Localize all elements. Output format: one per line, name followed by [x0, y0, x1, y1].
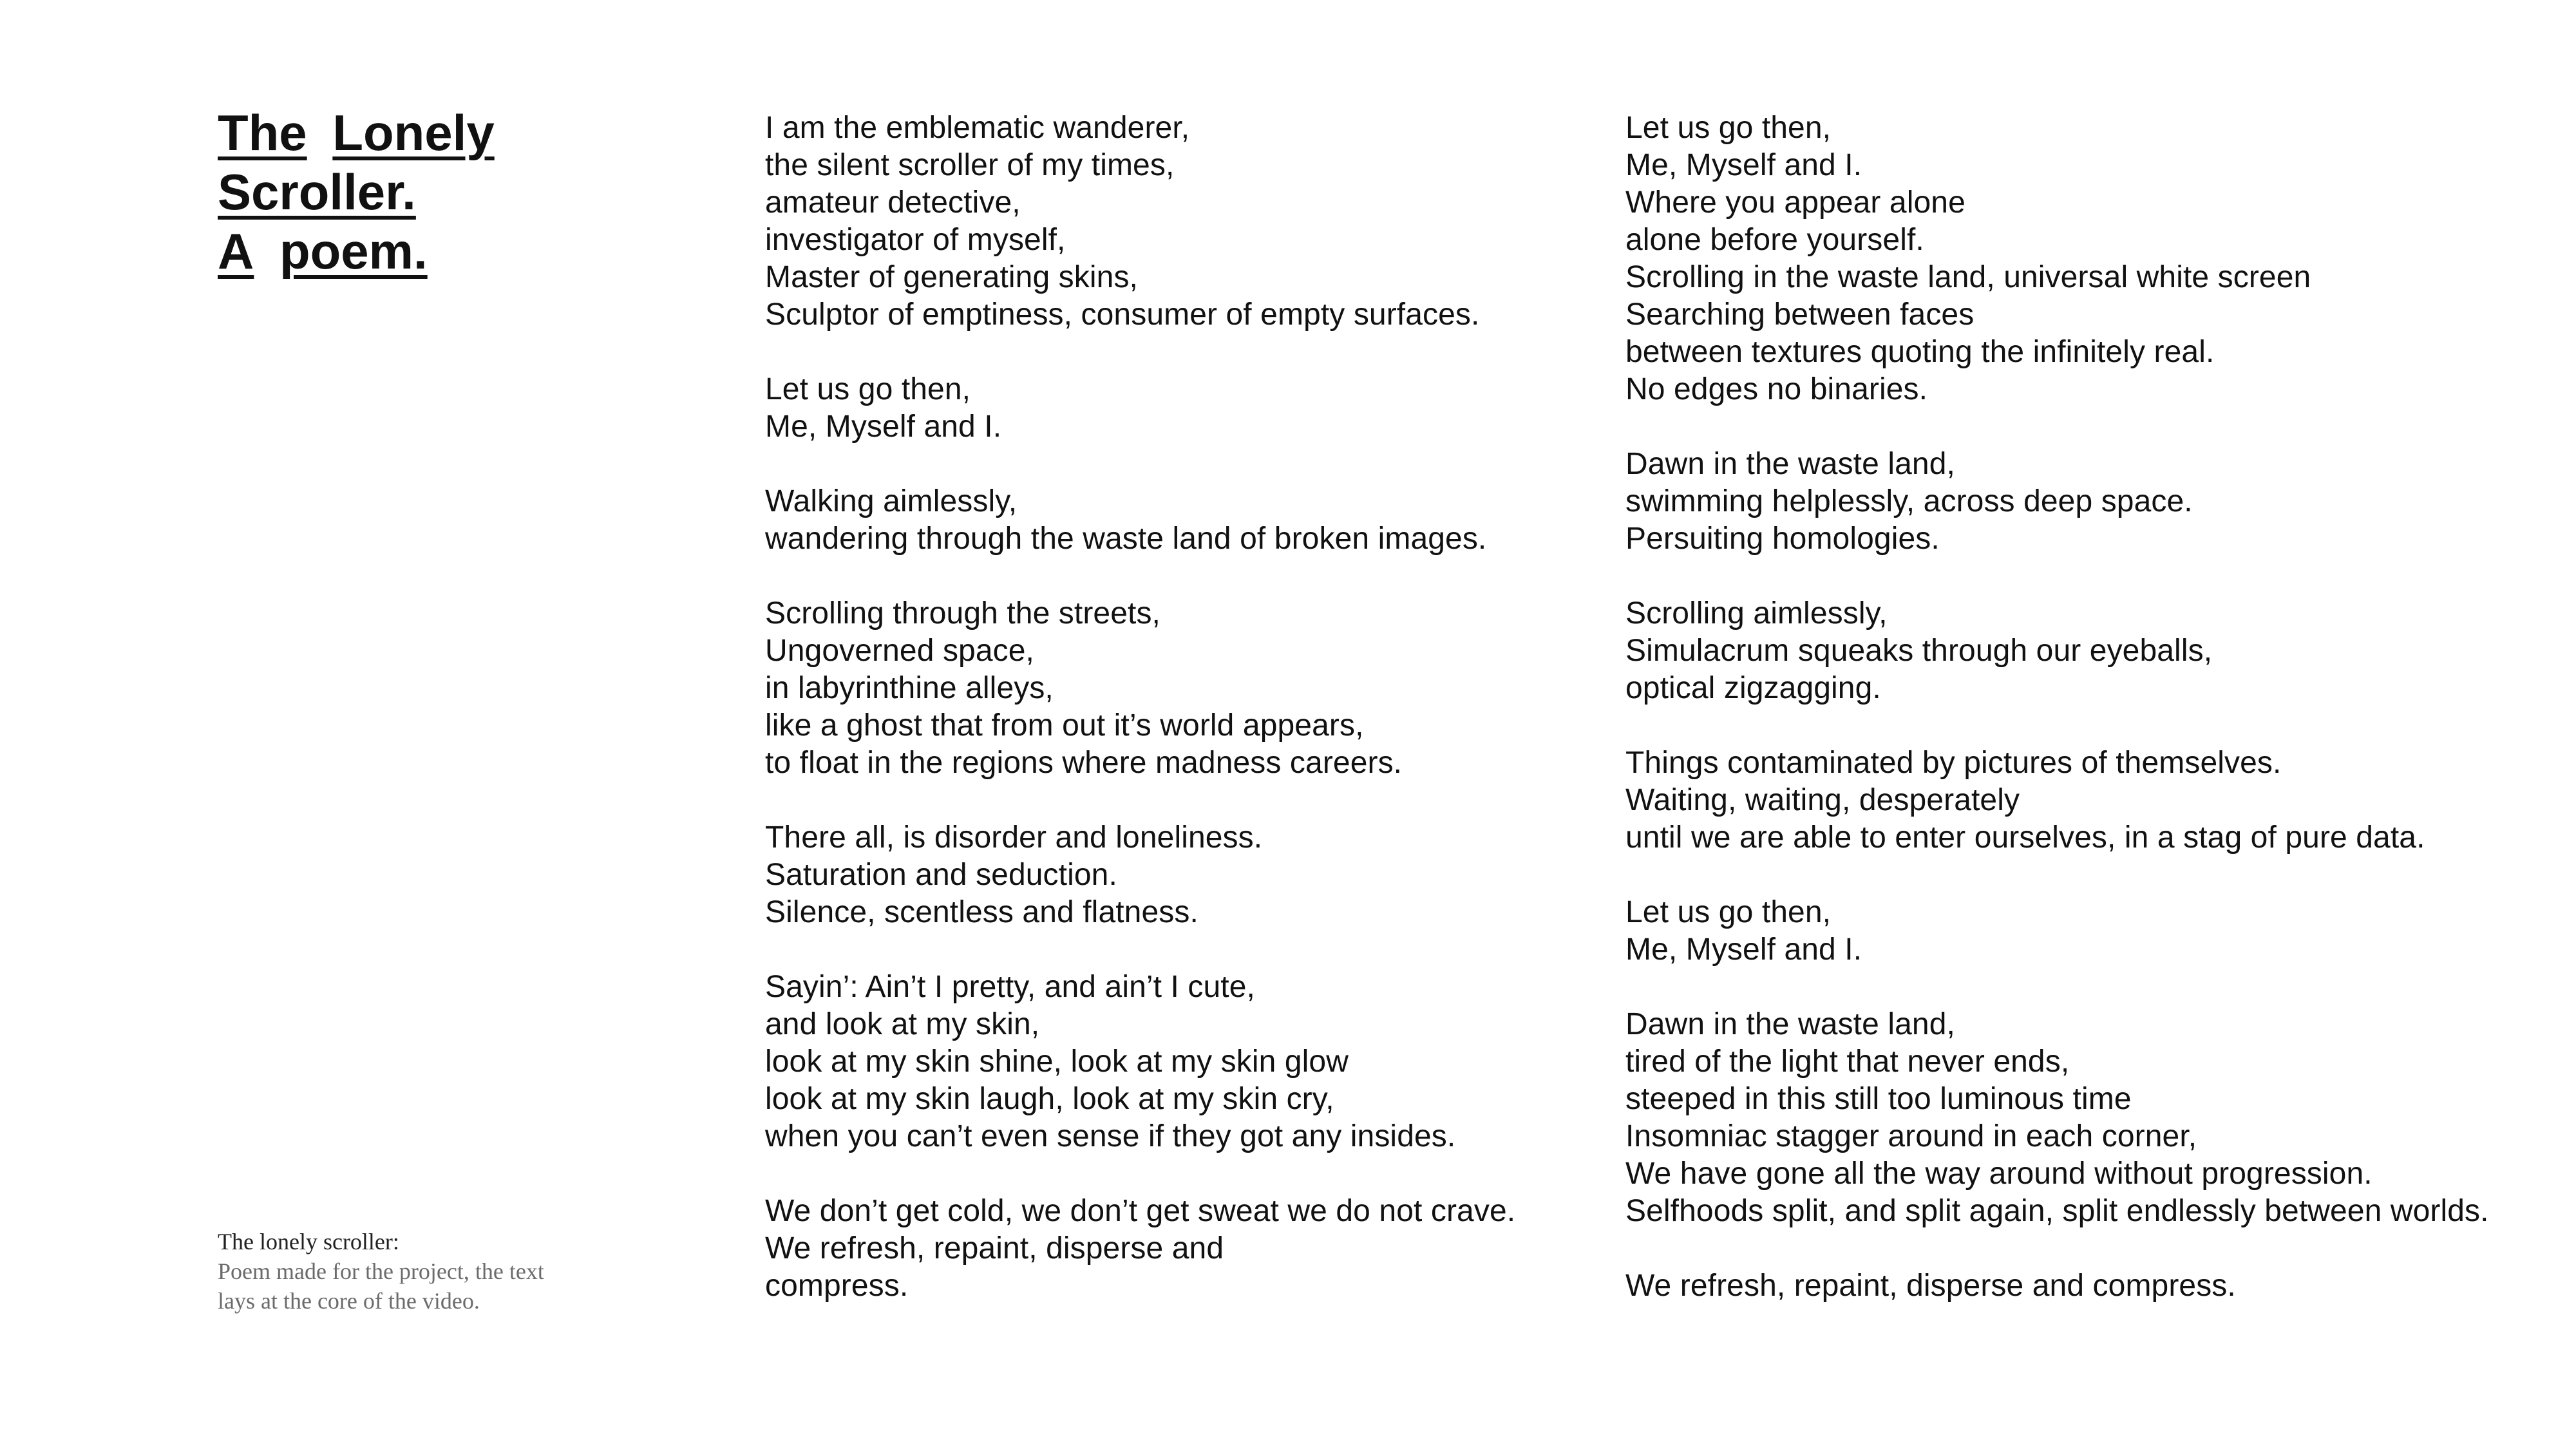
poem-stanza — [765, 969, 1602, 1155]
poem-line: Me, Myself and I. — [1625, 148, 1862, 182]
poem-line: alone before yourself. — [1625, 223, 1924, 257]
poem-line: to float in the regions where madness careers. — [765, 746, 1403, 780]
poem-line: Where you appear alone — [1625, 185, 1965, 220]
poem-stanza — [765, 371, 1602, 446]
poem-stanza — [1625, 446, 2553, 558]
caption-title: The lonely scroller: — [218, 1229, 399, 1255]
poem-line: Selfhoods split, and split again, split endlessly between worlds. — [1625, 1194, 2489, 1228]
poem-line: No edges no binaries. — [1625, 372, 1928, 406]
poem-line: Dawn in the waste land, — [1625, 1007, 1955, 1041]
poem-stanza — [1625, 744, 2553, 857]
poem-stanza — [765, 1193, 1602, 1305]
poem-line: investigator of myself, — [765, 223, 1066, 257]
title-line-2 — [218, 222, 720, 281]
caption — [218, 1227, 617, 1316]
poem-line: Sayin’: Ain’t I pretty, and ain’t I cute, — [765, 970, 1255, 1004]
title-line-1 — [218, 103, 720, 222]
poem-line: Things contaminated by pictures of themselves. — [1625, 746, 2282, 780]
poem-stanza — [1625, 894, 2553, 969]
poem-line: We refresh, repaint, disperse and compress. — [1625, 1269, 2236, 1303]
poem-line: wandering through the waste land of broken images. — [765, 522, 1487, 556]
title-word: poem. — [279, 223, 428, 279]
poem-line: when you can’t even sense if they got any insides. — [765, 1119, 1456, 1153]
poem-line: Scrolling in the waste land, universal white screen — [1625, 260, 2311, 294]
title-word: Scroller. — [218, 164, 416, 220]
poem-line: Let us go then, — [1625, 111, 1832, 145]
poem-line: tired of the light that never ends, — [1625, 1045, 2070, 1079]
caption-description-line: Poem made for the project, the text — [218, 1258, 544, 1284]
poem-stanza — [765, 819, 1602, 931]
poem-stanza — [765, 595, 1602, 782]
poem-line: Silence, scentless and flatness. — [765, 895, 1198, 929]
poem-line: Scrolling aimlessly, — [1625, 596, 1888, 630]
poem-line: Let us go then, — [1625, 895, 1832, 929]
poem-line: Walking aimlessly, — [765, 484, 1018, 518]
poem-line: Searching between faces — [1625, 298, 1975, 332]
poem-line: There all, is disorder and loneliness. — [765, 820, 1263, 855]
poem-line: in labyrinthine alleys, — [765, 671, 1054, 705]
poem-stanza — [1625, 595, 2553, 707]
poem-stanza — [765, 483, 1602, 558]
poem-line: Waiting, waiting, desperately — [1625, 783, 2020, 817]
poem-line: Sculptor of emptiness, consumer of empty surfaces. — [765, 298, 1480, 332]
poem-line: the silent scroller of my times, — [765, 148, 1175, 182]
poem-line: Scrolling through the streets, — [765, 596, 1160, 630]
poem-line: I am the emblematic wanderer, — [765, 111, 1190, 145]
poem-line: compress. — [765, 1269, 909, 1303]
poem-line: Me, Myself and I. — [1625, 933, 1862, 967]
poem-column-right — [1625, 109, 2553, 1342]
poem-line: look at my skin shine, look at my skin glow — [765, 1045, 1349, 1079]
title-word: Lonely — [332, 104, 495, 161]
poem-line: Let us go then, — [765, 372, 971, 406]
poem-line: amateur detective, — [765, 185, 1021, 220]
poem-line: until we are able to enter ourselves, in a stag of pure data. — [1625, 820, 2425, 855]
caption-description-line: lays at the core of the video. — [218, 1288, 480, 1314]
poem-stanza — [1625, 1006, 2553, 1230]
poem-line: Master of generating skins, — [765, 260, 1138, 294]
poem-line: look at my skin laugh, look at my skin cry, — [765, 1082, 1334, 1116]
poem-line: Me, Myself and I. — [765, 410, 1002, 444]
poem-line: We refresh, repaint, disperse and — [765, 1231, 1224, 1265]
poem-line: Simulacrum squeaks through our eyeballs, — [1625, 634, 2213, 668]
poem-column-left — [765, 109, 1602, 1342]
poem-line: We have gone all the way around without progression. — [1625, 1157, 2372, 1191]
poem-line: Saturation and seduction. — [765, 858, 1117, 892]
title-word: The — [218, 104, 307, 161]
poem-stanza — [765, 109, 1602, 334]
poem-line: Ungoverned space, — [765, 634, 1034, 668]
title-word: A — [218, 223, 254, 279]
poem-stanza — [1625, 1267, 2553, 1305]
poem-stanza — [1625, 109, 2553, 408]
poem-line: steeped in this still too luminous time — [1625, 1082, 2132, 1116]
poem-line: We don’t get cold, we don’t get sweat we do not crave. — [765, 1194, 1516, 1228]
poem-line: Insomniac stagger around in each corner, — [1625, 1119, 2197, 1153]
poem-line: between textures quoting the infinitely real. — [1625, 335, 2215, 369]
poem-line: like a ghost that from out it’s world appears, — [765, 708, 1364, 743]
page-title — [218, 103, 720, 281]
poem-line: Persuiting homologies. — [1625, 522, 1940, 556]
poem-line: swimming helplessly, across deep space. — [1625, 484, 2193, 518]
poem-line: and look at my skin, — [765, 1007, 1040, 1041]
poem-line: Dawn in the waste land, — [1625, 447, 1955, 481]
poem-line: optical zigzagging. — [1625, 671, 1881, 705]
